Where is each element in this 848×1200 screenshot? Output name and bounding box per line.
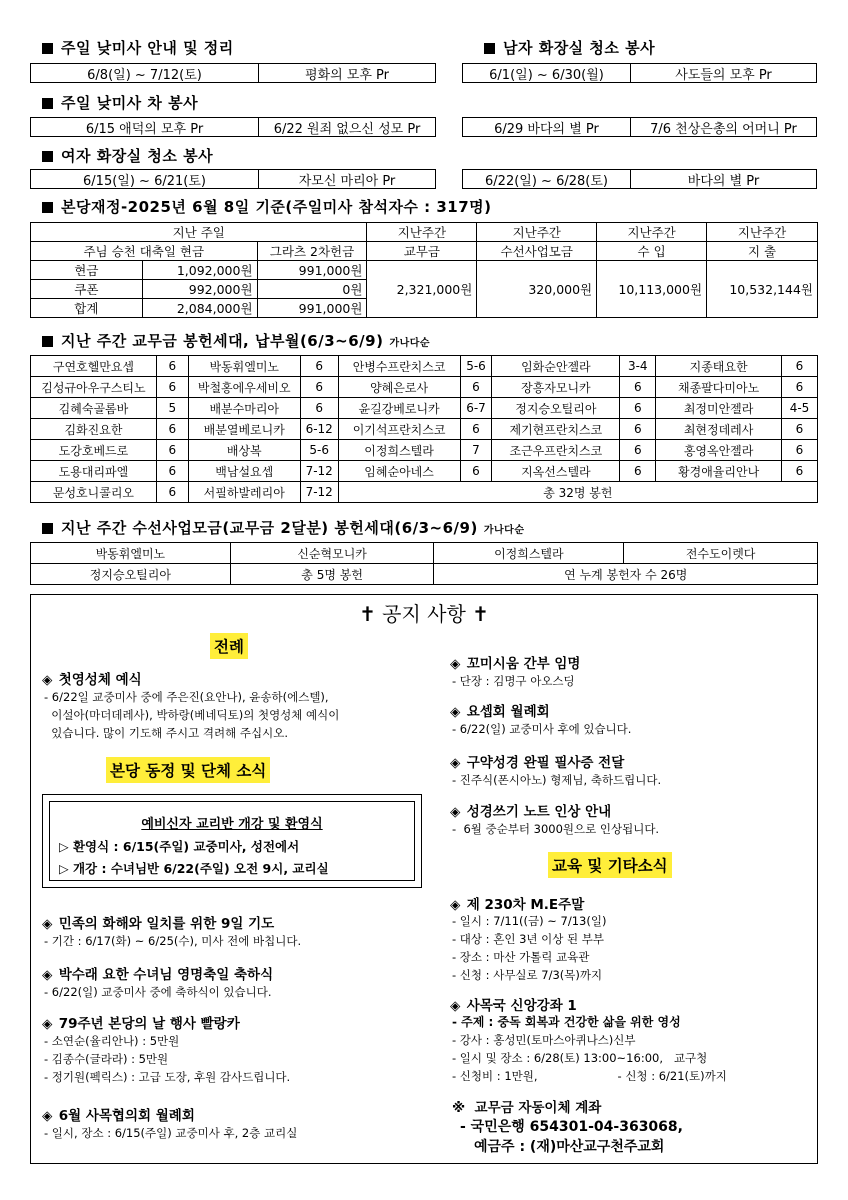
dues-name: 백남설요셉 [188,461,300,482]
dues-row [31,398,818,419]
heading-mens-restroom: 남자 화장실 청소 봉사 [484,37,655,58]
dues-row [31,356,818,377]
dues-name: 김화진요한 [31,419,157,440]
dues-name: 도용대리파엘 [31,461,157,482]
education-label: 교육 및 기타소식 [548,852,672,878]
tea-service-box-1 [30,117,436,137]
dues-row [31,419,818,440]
diamond-bullet-icon: ◈ [42,1016,53,1032]
dues-month: 4-5 [781,398,817,419]
tea-service-item: 6/22 원죄 없으신 성모 Pr [273,121,421,136]
dues-month: 6 [781,377,817,398]
dues-name: 최정미안젤라 [656,398,782,419]
finance-header: 수 입 [597,242,707,261]
mens-restroom-period: 6/1(일) ~ 6/30(월) [463,64,631,82]
repair-name: 이정희스텔라 [434,543,624,564]
dues-month: 7-12 [300,461,338,482]
womens-restroom-period: 6/15(일) ~ 6/21(토) [31,170,259,188]
mass-guide-period: 6/8(일) ~ 7/12(토) [31,64,259,82]
heading-mass-guide: 주일 낮미사 안내 및 정리 [42,37,234,58]
dues-name: 양혜은로사 [338,377,460,398]
finance-row-label: 쿠폰 [31,280,143,299]
feast-text: - 6/22(일) 교중미사 중에 축하식이 있습니다. [44,985,272,999]
transfer-holder: 예금주 : (재)마산교구천주교회 [474,1139,665,1155]
finance-value: 1,092,000원 [142,261,257,280]
dues-name: 임혜순아네스 [338,461,460,482]
repair-name: 정지승오틸리아 [31,564,231,585]
dues-name: 서필하발레리아 [188,482,300,503]
dues-month: 6 [460,419,492,440]
dues-name: 지종태요한 [656,356,782,377]
dues-name: 홍영옥안젤라 [656,440,782,461]
womens-restroom-group: 바다의 별 Pr [687,173,760,188]
mens-restroom-group: 사도들의 모후 Pr [675,67,772,82]
dues-month: 6 [156,461,188,482]
feast-title: ◈ 박수래 요한 수녀님 영명축일 축하식 [42,967,274,983]
diamond-bullet-icon: ◈ [450,704,461,720]
finance-header: 지난주간 [597,223,707,242]
lecture-title: ◈ 사목국 신앙강좌 1 [450,998,577,1014]
anniversary-text: - 소연순(율리안나) : 5만원 - 김종수(글라라) : 5만원 - 정기원(펙릭스) : 고급 도장, 후원 감사드립니다. [44,1034,291,1084]
repair-name: 신순혁모니카 [230,543,434,564]
repair-name: 전수도이렛다 [624,543,818,564]
tea-service-item: 7/6 천상은총의 어머니 Pr [650,121,797,136]
finance-header: 지난주간 [477,223,597,242]
dues-name: 윤길강베로니카 [338,398,460,419]
dues-month: 5-6 [300,440,338,461]
dues-total: 총 32명 봉헌 [338,482,817,503]
dues-month: 6 [300,377,338,398]
dues-name: 김성규아우구스티노 [31,377,157,398]
dues-month: 3-4 [620,356,656,377]
dues-month: 7-12 [300,482,338,503]
womens-restroom-box-2 [462,169,817,189]
square-bullet-icon [42,98,53,109]
dues-month: 6 [620,461,656,482]
dues-name: 안병수프란치스코 [338,356,460,377]
dues-name: 최현정데레사 [656,419,782,440]
diamond-bullet-icon: ◈ [42,1108,53,1124]
dues-month: 6 [300,356,338,377]
dues-row [31,377,818,398]
diamond-bullet-icon: ◈ [42,916,53,932]
dues-name: 배분열베로니카 [188,419,300,440]
dues-name: 배상복 [188,440,300,461]
dues-name: 임화순안젤라 [492,356,620,377]
square-bullet-icon [42,336,53,347]
tea-service-box-2 [462,117,817,137]
dues-month: 6 [156,440,188,461]
dues-table [30,355,818,503]
dues-name: 김혜숙골롬바 [31,398,157,419]
square-bullet-icon [42,43,53,54]
dues-name: 지옥선스텔라 [492,461,620,482]
finance-extra-value: 10,113,000원 [597,261,707,318]
mens-restroom-box [462,63,817,83]
diamond-bullet-icon: ◈ [450,998,461,1014]
dues-month: 5 [156,398,188,419]
dues-name: 도강호베드로 [31,440,157,461]
repair-table [30,542,818,585]
finance-header-col1: 주님 승천 대축일 현금 [31,242,258,261]
notebook-title: ◈ 성경쓰기 노트 인상 안내 [450,804,612,820]
dues-month: 6 [620,398,656,419]
dues-name: 조근우프란치스코 [492,440,620,461]
heading-womens-restroom: 여자 화장실 청소 봉사 [42,145,213,166]
catechumen-box [42,794,422,888]
prayer-title: ◈ 민족의 화해와 일치를 위한 9일 기도 [42,916,275,932]
dues-month: 6 [156,482,188,503]
finance-header-col2: 그라츠 2차헌금 [257,242,367,261]
tea-service-item: 6/29 바다의 별 Pr [463,118,631,136]
square-bullet-icon [42,151,53,162]
finance-value: 991,000원 [257,299,367,318]
dues-name: 배분수마리아 [188,398,300,419]
transfer-account: - 국민은행 654301-04-363068, [460,1119,683,1135]
liturgy-label: 전례 [210,633,248,659]
dues-row [31,440,818,461]
catechumen-line2: ▷ 개강 : 수녀님반 6/22(주일) 오전 9시, 교리실 [59,861,329,876]
council-title: ◈ 6월 사목협의회 월례회 [42,1108,195,1124]
dues-month: 6 [781,461,817,482]
diamond-bullet-icon: ◈ [450,804,461,820]
dues-month: 6 [781,440,817,461]
finance-extra-value: 320,000원 [477,261,597,318]
first-communion-title: ◈ 첫영성체 예식 [42,672,142,688]
diamond-bullet-icon: ◈ [42,672,53,688]
finance-value: 2,084,000원 [142,299,257,318]
square-bullet-icon [42,202,53,213]
joseph-title: ◈ 요셉회 월례회 [450,704,550,720]
notice-title: ✝ 공지 사항 ✝ [359,602,489,626]
womens-restroom-period: 6/22(일) ~ 6/28(토) [463,170,631,188]
dues-month: 6-12 [300,419,338,440]
dues-month: 6 [620,440,656,461]
repair-cumulative: 연 누계 봉헌자 수 26명 [434,564,818,585]
finance-header: 지난주간 [367,223,477,242]
diamond-bullet-icon: ◈ [42,967,53,983]
dues-month: 6 [620,377,656,398]
diamond-bullet-icon: ◈ [450,656,461,672]
finance-header: 수선사업모금 [477,242,597,261]
finance-extra-value: 2,321,000원 [367,261,477,318]
dues-name: 제기현프란치스코 [492,419,620,440]
dues-month: 6 [460,377,492,398]
transfer-title: ※ 교무금 자동이체 계좌 [452,1100,602,1116]
dues-name: 채종팔다미아노 [656,377,782,398]
me-title: ◈ 제 230차 M.E주말 [450,897,585,913]
dues-month: 6 [460,461,492,482]
mass-guide-box [30,63,436,83]
diamond-bullet-icon: ◈ [450,897,461,913]
dues-name: 박철홍에우세비오 [188,377,300,398]
cursillo-title: ◈ 꼬미시움 간부 임명 [450,656,581,672]
lecture-text: - 주제 : 중독 회복과 건강한 삶을 위한 영성 - 강사 : 홍성민(토마스아퀴나스)신부 - 일시 및 장소 : 6/28(토) 13:00~16:00, 교구청 - 신청비 : 1만원, - 신청 : 6/21(토)까지 [452,1015,727,1083]
finance-header-last-sunday: 지난 주일 [31,223,367,242]
prayer-text: - 기간 : 6/17(화) ~ 6/25(수), 미사 전에 바칩니다. [44,934,302,948]
dues-month: 6 [156,356,188,377]
dues-name: 박동휘엘미노 [188,356,300,377]
finance-header: 교무금 [367,242,477,261]
dues-month: 6 [300,398,338,419]
ot-bible-text: - 진주식(폰시아노) 형제님, 축하드립니다. [452,773,662,787]
tea-service-item: 6/15 애덕의 모후 Pr [31,118,259,136]
square-bullet-icon [42,523,53,534]
catechumen-title: 예비신자 교리반 개강 및 환영식 [141,817,323,832]
finance-value: 992,000원 [142,280,257,299]
dues-row [31,461,818,482]
finance-value: 991,000원 [257,261,367,280]
heading-finance: 본당재정-2025년 6월 8일 기준(주일미사 참석자수 : 317명) [42,196,492,217]
diamond-bullet-icon: ◈ [450,755,461,771]
finance-header: 지난주간 [707,223,818,242]
catechumen-line1: ▷ 환영식 : 6/15(주일) 교중미사, 성전에서 [59,839,300,854]
heading-repair: 지난 주간 수선사업모금(교무금 2달분) 봉헌세대(6/3~6/9) 가나다순 [42,517,524,538]
dues-name: 장흥자모니카 [492,377,620,398]
anniversary-title: ◈ 79주년 본당의 날 행사 빨랑카 [42,1016,240,1032]
mass-guide-group: 평화의 모후 Pr [304,67,389,82]
repair-total: 총 5명 봉헌 [230,564,434,585]
council-text: - 일시, 장소 : 6/15(주일) 교중미사 후, 2층 교리실 [44,1126,298,1140]
dues-name: 구연호헬만요셉 [31,356,157,377]
finance-row-label: 합계 [31,299,143,318]
me-text: - 일시 : 7/11((금) ~ 7/13(일) - 대상 : 혼인 3년 이상 된 부부 - 장소 : 마산 가톨릭 교육관 - 신청 : 사무실로 7/3(목)까지 [452,914,607,982]
womens-restroom-group: 자모신 마리아 Pr [298,173,396,188]
cursillo-text: - 단장 : 김명구 아오스딩 [452,674,575,688]
dues-name: 정지승오틸리아 [492,398,620,419]
finance-value: 0원 [257,280,367,299]
dues-name: 이기석프란치스코 [338,419,460,440]
dues-month: 6 [156,419,188,440]
heading-dues: 지난 주간 교무금 봉헌세대, 납부월(6/3~6/9) 가나다순 [42,330,430,351]
dues-month: 5-6 [460,356,492,377]
dues-name: 이정희스텔라 [338,440,460,461]
ot-bible-title: ◈ 구약성경 완필 필사증 전달 [450,755,625,771]
notebook-text: - 6월 중순부터 3000원으로 인상됩니다. [452,822,660,836]
dues-month: 6 [781,419,817,440]
finance-extra-value: 10,532,144원 [707,261,818,318]
dues-month: 6 [781,356,817,377]
finance-header: 지 출 [707,242,818,261]
dues-name: 문성호니콜리오 [31,482,157,503]
parish-news-label: 본당 동정 및 단체 소식 [106,757,270,783]
repair-name: 박동휘엘미노 [31,543,231,564]
heading-tea-service: 주일 낮미사 차 봉사 [42,92,198,113]
finance-row-label: 현금 [31,261,143,280]
dues-month: 6 [156,377,188,398]
womens-restroom-box-1 [30,169,436,189]
first-communion-text: - 6/22일 교중미사 중에 주은진(요안나), 윤송하(에스텔), 이설아(마더데레사), 박하랑(베네딕토)의 첫영성체 예식이 있습니다. 많이 기도해 주시고 격려해 주십시오. [44,690,340,740]
dues-name: 황경애율리안나 [656,461,782,482]
dues-month: 6-7 [460,398,492,419]
joseph-text: - 6/22(일) 교중미사 후에 있습니다. [452,722,632,736]
dues-month: 7 [460,440,492,461]
square-bullet-icon [484,43,495,54]
finance-table [30,222,818,318]
dues-month: 6 [620,419,656,440]
